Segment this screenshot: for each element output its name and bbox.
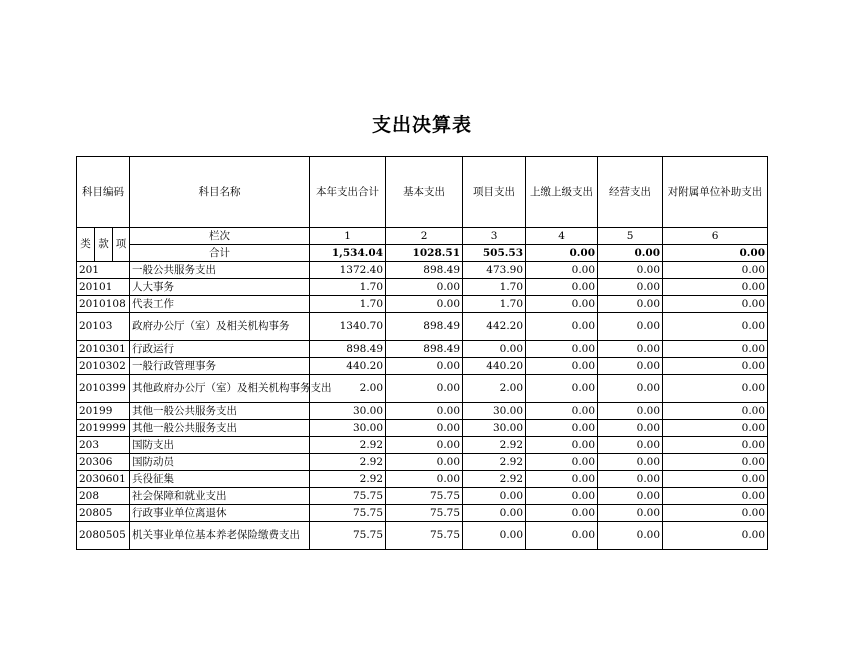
- row-upper-cell: 0.00: [526, 375, 598, 403]
- header-kuan: 款: [95, 228, 113, 262]
- row-business-cell: 0.00: [598, 358, 663, 375]
- row-upper-cell: 0.00: [526, 471, 598, 488]
- row-total-cell: 2.92: [310, 471, 386, 488]
- header-xiang: 项: [113, 228, 130, 262]
- row-project-cell: 0.00: [463, 522, 526, 550]
- row-project-cell: 473.90: [463, 262, 526, 279]
- row-name: 代表工作: [130, 296, 310, 313]
- header-project: 项目支出: [463, 157, 526, 228]
- row-business-cell: 0.00: [598, 375, 663, 403]
- col-number: 5: [598, 228, 663, 245]
- row-business-cell: 0.00: [598, 279, 663, 296]
- table-row: [77, 522, 768, 550]
- row-code: 2010108: [77, 296, 130, 313]
- row-code: 2019999: [77, 420, 130, 437]
- row-total-cell: 75.75: [310, 488, 386, 505]
- row-subsidy-cell: 0.00: [663, 262, 768, 279]
- row-upper-cell: 0.00: [526, 262, 598, 279]
- row-basic-cell: 0.00: [386, 471, 463, 488]
- row-subsidy-cell: 0.00: [663, 313, 768, 341]
- row-business-cell: 0.00: [598, 403, 663, 420]
- row-name: 兵役征集: [130, 471, 310, 488]
- row-basic-cell: 0.00: [386, 420, 463, 437]
- header-business: 经营支出: [598, 157, 663, 228]
- row-business-cell: 0.00: [598, 505, 663, 522]
- col-number: 3: [463, 228, 526, 245]
- table-row: [77, 403, 768, 420]
- row-code: 201: [77, 262, 130, 279]
- row-total-cell: 2.92: [310, 437, 386, 454]
- row-project-cell: 1.70: [463, 296, 526, 313]
- row-name: 政府办公厅（室）及相关机构事务: [130, 313, 310, 341]
- header-basic: 基本支出: [386, 157, 463, 228]
- row-upper-cell: 0.00: [526, 341, 598, 358]
- row-basic-cell: 898.49: [386, 262, 463, 279]
- row-basic-cell: 0.00: [386, 454, 463, 471]
- header-name: 科目名称: [130, 157, 310, 228]
- table-row: [77, 341, 768, 358]
- col-number: 4: [526, 228, 598, 245]
- row-basic-cell: 75.75: [386, 488, 463, 505]
- row-code: 2010301: [77, 341, 130, 358]
- row-upper-cell: 0.00: [526, 522, 598, 550]
- table-row: [77, 420, 768, 437]
- row-total-cell: 2.00: [310, 375, 386, 403]
- row-business-cell: 0.00: [598, 262, 663, 279]
- row-basic-cell: 75.75: [386, 522, 463, 550]
- row-project-cell: 2.92: [463, 437, 526, 454]
- total-cell: 1,534.04: [310, 245, 386, 262]
- row-upper-cell: 0.00: [526, 454, 598, 471]
- total-cell: 1028.51: [386, 245, 463, 262]
- row-total-cell: 30.00: [310, 420, 386, 437]
- row-total-cell: 30.00: [310, 403, 386, 420]
- row-code: 2030601: [77, 471, 130, 488]
- row-subsidy-cell: 0.00: [663, 358, 768, 375]
- row-code: 2010399: [77, 375, 130, 403]
- row-business-cell: 0.00: [598, 313, 663, 341]
- row-subsidy-cell: 0.00: [663, 488, 768, 505]
- row-subsidy-cell: 0.00: [663, 403, 768, 420]
- header-heji: 合计: [130, 245, 310, 262]
- table-row: [77, 358, 768, 375]
- column-number-row: [77, 228, 768, 245]
- header-lei: 类: [77, 228, 95, 262]
- row-project-cell: 2.92: [463, 471, 526, 488]
- row-business-cell: 0.00: [598, 341, 663, 358]
- row-code: 2080505: [77, 522, 130, 550]
- row-business-cell: 0.00: [598, 420, 663, 437]
- row-subsidy-cell: 0.00: [663, 454, 768, 471]
- row-business-cell: 0.00: [598, 522, 663, 550]
- row-total-cell: 75.75: [310, 505, 386, 522]
- row-name: 机关事业单位基本养老保险缴费支出: [130, 522, 310, 550]
- row-upper-cell: 0.00: [526, 505, 598, 522]
- row-name: 其他一般公共服务支出: [130, 420, 310, 437]
- row-code: 203: [77, 437, 130, 454]
- row-upper-cell: 0.00: [526, 279, 598, 296]
- row-name: 人大事务: [130, 279, 310, 296]
- header-code: 科目编码: [77, 157, 130, 228]
- page-title: 支出决算表: [371, 114, 472, 136]
- header-row: [77, 157, 768, 228]
- total-row: [77, 245, 768, 262]
- header-subsidy: 对附属单位补助支出: [663, 157, 768, 228]
- row-basic-cell: 0.00: [386, 358, 463, 375]
- row-name: 国防支出: [130, 437, 310, 454]
- row-business-cell: 0.00: [598, 437, 663, 454]
- row-upper-cell: 0.00: [526, 488, 598, 505]
- row-subsidy-cell: 0.00: [663, 471, 768, 488]
- row-code: 20103: [77, 313, 130, 341]
- row-code: 20101: [77, 279, 130, 296]
- row-basic-cell: 75.75: [386, 505, 463, 522]
- row-upper-cell: 0.00: [526, 313, 598, 341]
- table-row: [77, 488, 768, 505]
- row-code: 20199: [77, 403, 130, 420]
- row-upper-cell: 0.00: [526, 437, 598, 454]
- table-row: [77, 471, 768, 488]
- row-code: 20306: [77, 454, 130, 471]
- header-total: 本年支出合计: [310, 157, 386, 228]
- row-basic-cell: 0.00: [386, 403, 463, 420]
- row-subsidy-cell: 0.00: [663, 420, 768, 437]
- row-name: 国防动员: [130, 454, 310, 471]
- row-project-cell: 442.20: [463, 313, 526, 341]
- row-subsidy-cell: 0.00: [663, 375, 768, 403]
- header-lanci: 栏次: [130, 228, 310, 245]
- row-project-cell: 0.00: [463, 505, 526, 522]
- row-upper-cell: 0.00: [526, 420, 598, 437]
- row-total-cell: 1340.70: [310, 313, 386, 341]
- table-row: [77, 296, 768, 313]
- row-subsidy-cell: 0.00: [663, 437, 768, 454]
- row-upper-cell: 0.00: [526, 358, 598, 375]
- row-basic-cell: 0.00: [386, 296, 463, 313]
- total-cell: 0.00: [598, 245, 663, 262]
- row-total-cell: 898.49: [310, 341, 386, 358]
- table-row: [77, 505, 768, 522]
- col-number: 6: [663, 228, 768, 245]
- row-basic-cell: 898.49: [386, 313, 463, 341]
- row-project-cell: 1.70: [463, 279, 526, 296]
- row-business-cell: 0.00: [598, 488, 663, 505]
- row-subsidy-cell: 0.00: [663, 296, 768, 313]
- table-row: [77, 313, 768, 341]
- row-project-cell: 0.00: [463, 488, 526, 505]
- row-upper-cell: 0.00: [526, 296, 598, 313]
- row-code: 20805: [77, 505, 130, 522]
- row-basic-cell: 898.49: [386, 341, 463, 358]
- table-row: [77, 262, 768, 279]
- row-name: 社会保障和就业支出: [130, 488, 310, 505]
- row-business-cell: 0.00: [598, 296, 663, 313]
- row-total-cell: 440.20: [310, 358, 386, 375]
- row-project-cell: 30.00: [463, 420, 526, 437]
- row-total-cell: 75.75: [310, 522, 386, 550]
- row-subsidy-cell: 0.00: [663, 505, 768, 522]
- row-name: 其他政府办公厅（室）及相关机构事务支出: [130, 375, 310, 403]
- col-number: 2: [386, 228, 463, 245]
- row-project-cell: 2.92: [463, 454, 526, 471]
- row-code: 208: [77, 488, 130, 505]
- row-subsidy-cell: 0.00: [663, 522, 768, 550]
- row-business-cell: 0.00: [598, 471, 663, 488]
- row-total-cell: 1372.40: [310, 262, 386, 279]
- row-name: 一般公共服务支出: [130, 262, 310, 279]
- row-name: 行政事业单位离退休: [130, 505, 310, 522]
- table-row: [77, 454, 768, 471]
- row-project-cell: 0.00: [463, 341, 526, 358]
- table-row: [77, 375, 768, 403]
- row-project-cell: 440.20: [463, 358, 526, 375]
- row-upper-cell: 0.00: [526, 403, 598, 420]
- row-business-cell: 0.00: [598, 454, 663, 471]
- row-code: 2010302: [77, 358, 130, 375]
- row-basic-cell: 0.00: [386, 375, 463, 403]
- row-subsidy-cell: 0.00: [663, 341, 768, 358]
- row-project-cell: 30.00: [463, 403, 526, 420]
- row-name: 其他一般公共服务支出: [130, 403, 310, 420]
- row-subsidy-cell: 0.00: [663, 279, 768, 296]
- total-cell: 505.53: [463, 245, 526, 262]
- row-total-cell: 1.70: [310, 279, 386, 296]
- row-project-cell: 2.00: [463, 375, 526, 403]
- col-number: 1: [310, 228, 386, 245]
- expenditure-table: [76, 156, 768, 550]
- table-row: [77, 437, 768, 454]
- total-cell: 0.00: [663, 245, 768, 262]
- header-upper: 上缴上级支出: [526, 157, 598, 228]
- row-name: 一般行政管理事务: [130, 358, 310, 375]
- row-total-cell: 2.92: [310, 454, 386, 471]
- row-name: 行政运行: [130, 341, 310, 358]
- row-basic-cell: 0.00: [386, 437, 463, 454]
- row-total-cell: 1.70: [310, 296, 386, 313]
- total-cell: 0.00: [526, 245, 598, 262]
- table-row: [77, 279, 768, 296]
- row-basic-cell: 0.00: [386, 279, 463, 296]
